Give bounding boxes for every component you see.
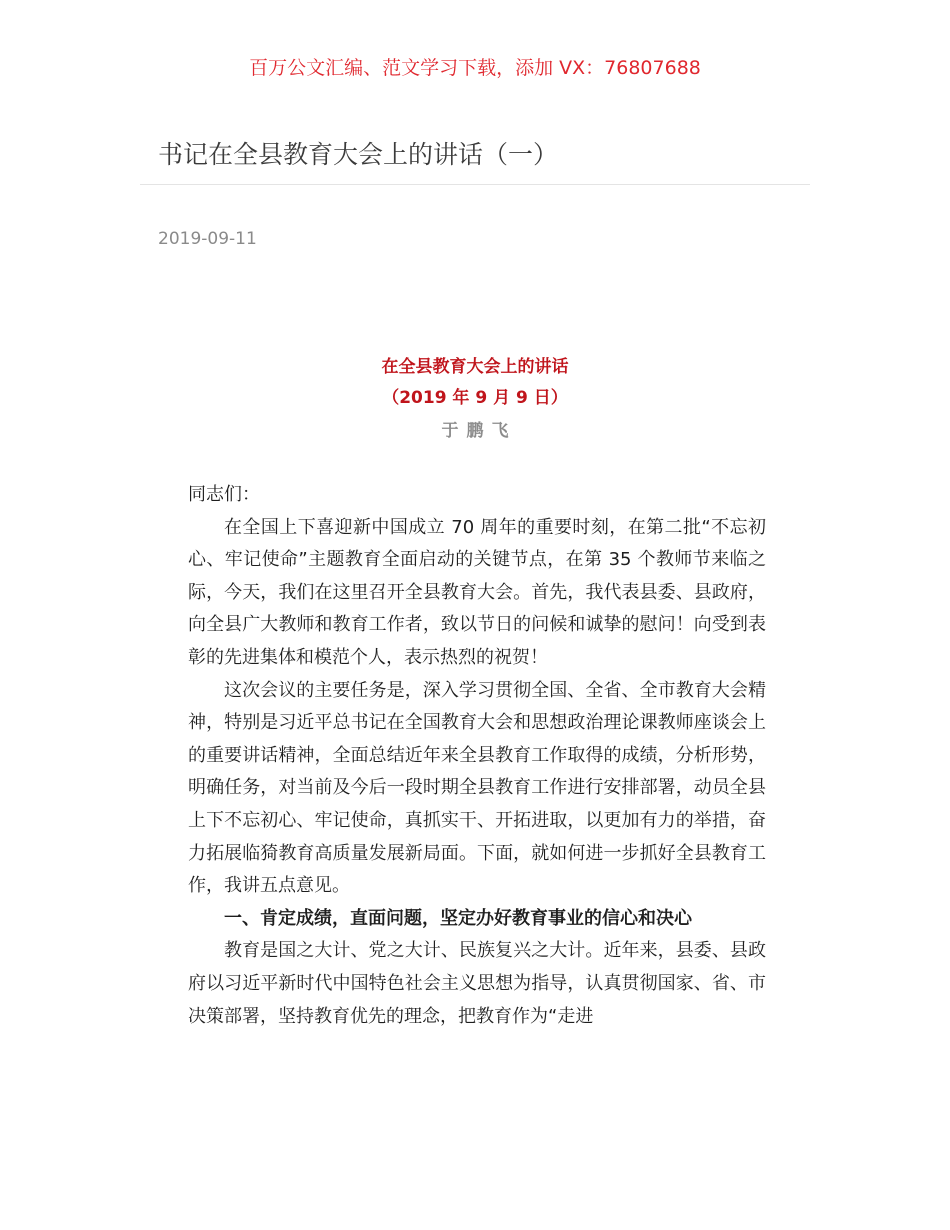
document-date: （2019 年 9 月 9 日）	[382, 388, 568, 408]
document-title: 在全县教育大会上的讲话	[381, 357, 569, 377]
document-author: 于鹏飞	[441, 421, 517, 441]
section-heading: 一、肯定成绩，直面问题，坚定办好教育事业的信心和决心	[224, 907, 692, 929]
salutation: 同志们：	[188, 484, 260, 505]
promo-banner: 百万公文汇编、范文学习下载，添加 VX：76807688	[249, 57, 701, 79]
title-divider	[140, 184, 810, 185]
document-body	[188, 479, 766, 1033]
page-title: 书记在全县教育大会上的讲话（一）	[158, 140, 559, 169]
document-header	[0, 352, 950, 447]
post-date: 2019-09-11	[158, 229, 257, 249]
paragraph-tasks: 这次会议的主要任务是，深入学习贯彻全国、全省、全市教育大会精神，特别是习近平总书记在全国教育大会和思想政治理论课教师座谈会上的重要讲话精神，全面总结近年来全县教育工作取得的成绩，分析形势，明确任务，对当前及今后一段时期全县教育工作进行安排部署，动员全县上下不忘初心、牢记使命，真抓实干、开拓进取，以更加有力的举措，奋力拓展临猗教育高质量发展新局面。下面，就如何进一步抓好全县教育工作，我讲五点意见。	[188, 679, 766, 897]
paragraph-section-one: 教育是国之大计、党之大计、民族复兴之大计。近年来，县委、县政府以习近平新时代中国特色社会主义思想为指导，认真贯彻国家、省、市决策部署，坚持教育优先的理念，把教育作为“走进	[188, 940, 766, 1027]
paragraph-opening: 在全国上下喜迎新中国成立 70 周年的重要时刻，在第二批“不忘初心、牢记使命”主题教育全面启动的关键节点，在第 35 个教师节来临之际，今天，我们在这里召开全县教育大会。首先，我代表县委、县政府，向全县广大教师和教育工作者，致以节日的问候和诚挚的慰问！向受到表彰的先进集体和模范个人，表示热烈的祝贺！	[188, 516, 766, 668]
